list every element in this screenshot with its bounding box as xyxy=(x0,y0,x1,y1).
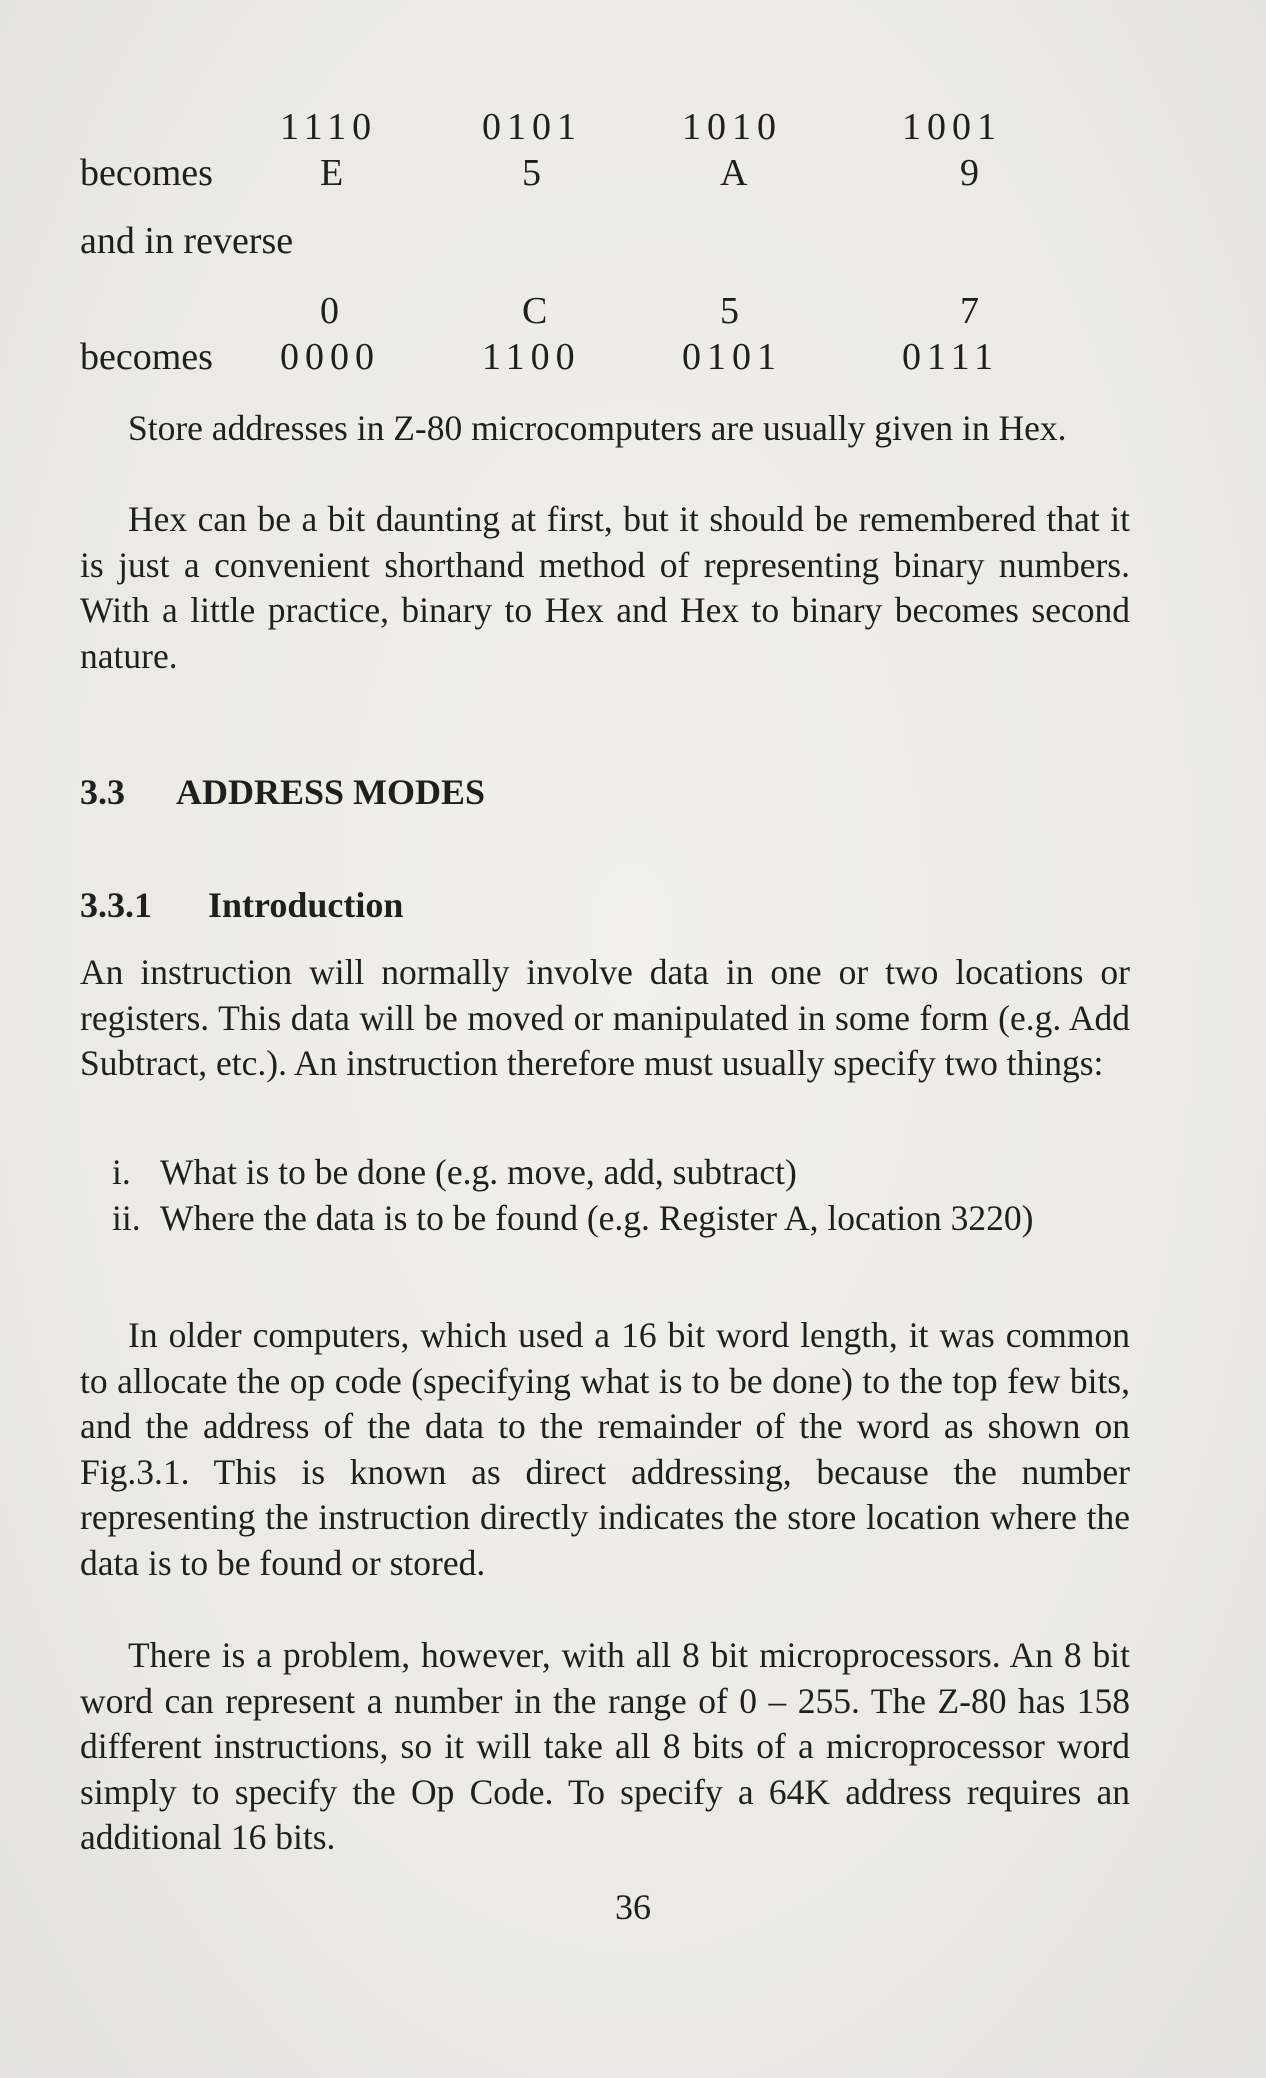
list-marker: ii. xyxy=(112,1198,141,1238)
becomes-label: becomes xyxy=(80,336,213,378)
list-item xyxy=(112,1150,1130,1196)
list-item xyxy=(112,1196,1130,1242)
binary-value: 0101 xyxy=(482,106,582,148)
paragraph-8bit-problem: There is a problem, however, with all 8 bit microprocessors. An 8 bit word can represent a number in the range of 0 – 255. The Z-80 has 158 different instructions, so it will take all 8 bits of a microprocessor word simply to specify the Op Code. To specify a 64K address requires an additional 16 bits. xyxy=(80,1635,1130,1857)
binary-value: 1010 xyxy=(682,106,782,148)
paragraph-store-addresses: Store addresses in Z-80 microcomputers are usually given in Hex. xyxy=(128,408,1067,448)
section-heading xyxy=(80,769,485,815)
binary-row-bottom xyxy=(80,332,1140,382)
reverse-label: and in reverse xyxy=(80,220,294,262)
binary-value: 1001 xyxy=(902,106,1002,148)
list-text: What is to be done (e.g. move, add, subtract) xyxy=(160,1152,797,1192)
binary-value: 0111 xyxy=(902,336,1000,378)
subsection-heading xyxy=(80,882,403,928)
becomes-label: becomes xyxy=(80,152,213,194)
page-number: 36 xyxy=(615,1887,651,1927)
list-marker: i. xyxy=(112,1152,131,1192)
paragraph-hex-shorthand: Hex can be a bit daunting at first, but it should be remembered that it is just a convenient shorthand method of representing binary numbers. With a little practice, binary to Hex and Hex to binary becomes second nature. xyxy=(80,499,1130,676)
section-number: 3.3 xyxy=(80,772,125,812)
hex-value: E xyxy=(320,152,344,194)
hex-value: 5 xyxy=(720,290,739,332)
paragraph-older-computers: In older computers, which used a 16 bit word length, it was common to allocate the op code (specifying what is to be done) to the top few bits, and the address of the data to the remainder of the word as shown on Fig.3.1. This is known as direct addressing, because the number representing the instruction directly indicates the store location where the data is to be found or stored. xyxy=(80,1315,1130,1583)
hex-value: 9 xyxy=(960,152,979,194)
subsection-title: Introduction xyxy=(208,885,404,925)
paragraph-introduction: An instruction will normally involve data in one or two locations or registers. This data will be moved or manipulated in some form (e.g. Add Subtract, etc.). An instruction therefore must usually specify two things: xyxy=(80,952,1130,1083)
hex-row-bottom xyxy=(80,286,1140,336)
binary-value: 1110 xyxy=(280,106,378,148)
hex-value: 7 xyxy=(960,290,979,332)
binary-value: 1100 xyxy=(482,336,581,378)
hex-row-top xyxy=(80,148,1140,198)
binary-value: 0000 xyxy=(280,336,380,378)
binary-row-top xyxy=(80,102,1140,152)
list-text: Where the data is to be found (e.g. Register A, location 3220) xyxy=(160,1198,1034,1238)
hex-value: A xyxy=(720,152,748,194)
hex-value: 5 xyxy=(522,152,541,194)
section-title: ADDRESS MODES xyxy=(176,772,486,812)
binary-value: 0101 xyxy=(682,336,782,378)
subsection-number: 3.3.1 xyxy=(80,885,152,925)
hex-value: 0 xyxy=(320,290,339,332)
reverse-label-row xyxy=(80,216,1140,266)
hex-value: C xyxy=(522,290,548,332)
